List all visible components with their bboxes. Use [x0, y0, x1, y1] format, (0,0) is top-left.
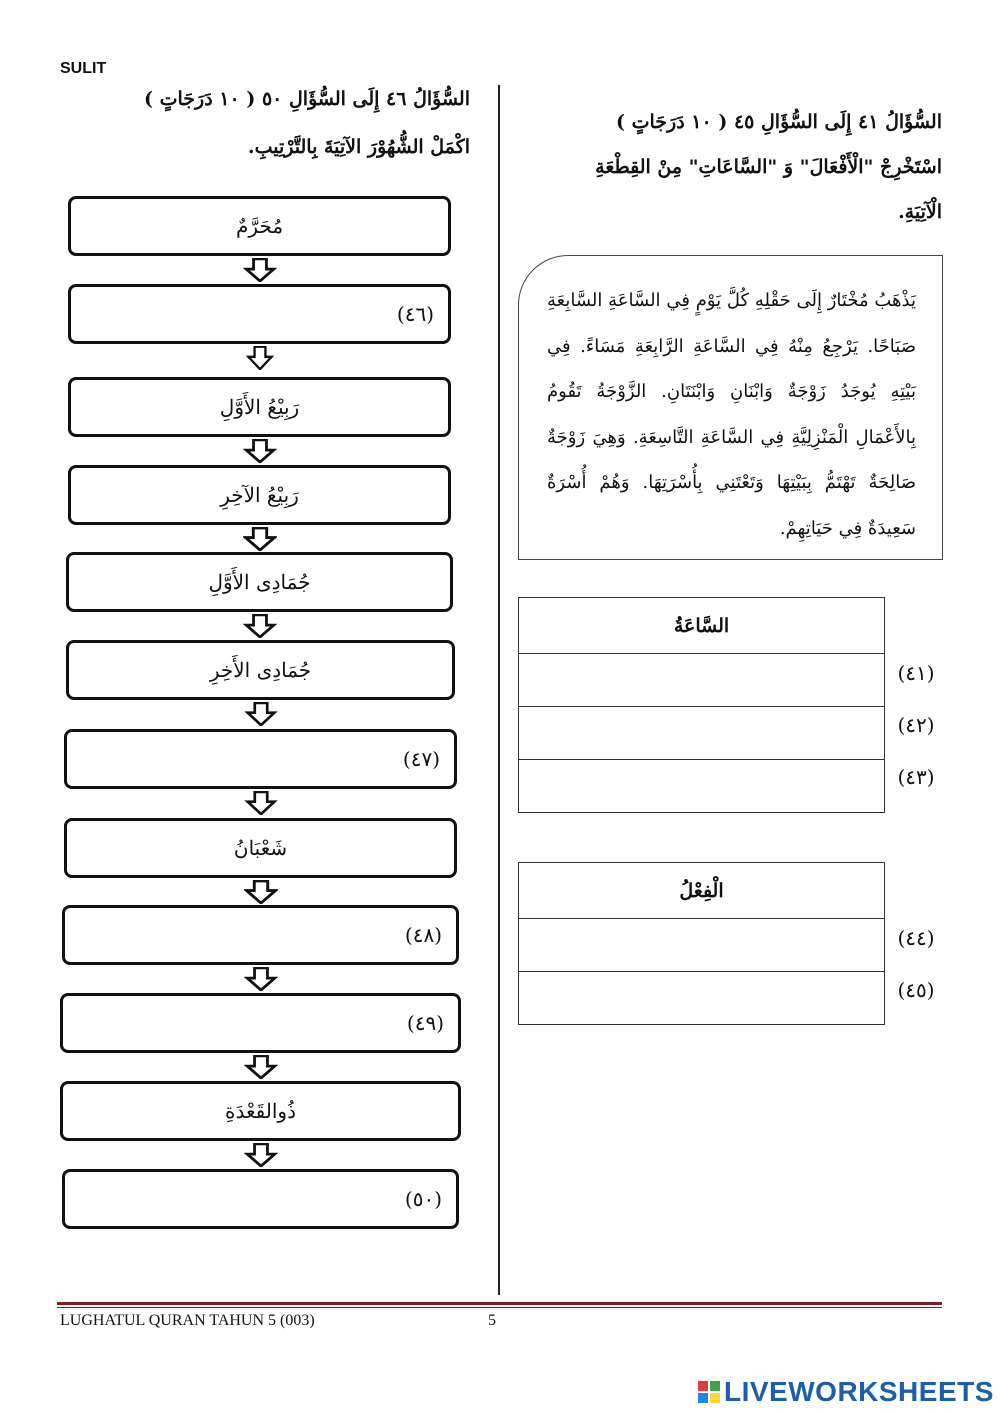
flow-box[interactable] [60, 993, 461, 1053]
flow-question-number: (٤٦) [396, 302, 434, 326]
verb-table [518, 862, 885, 1025]
verb-answer-45[interactable] [519, 972, 884, 1024]
flow-month-label: رَبِيْعُ الآخِرِ [220, 483, 299, 507]
flow-box [68, 196, 451, 256]
verb-table-header: الْفِعْلُ [519, 863, 884, 919]
liveworksheets-brand[interactable] [698, 1377, 994, 1407]
question-label-43: (٤٣) [897, 765, 935, 789]
flow-box[interactable] [62, 1169, 459, 1229]
hour-answer-42[interactable] [519, 707, 884, 760]
hour-table [518, 597, 885, 813]
reading-passage-box [518, 255, 943, 560]
down-arrow-icon [244, 1055, 278, 1079]
right-title-line1: السُّؤَالُ ٤١ إِلَى السُّؤَالِ ٤٥ ( ١٠ دَرَجَاتٍ ) [616, 111, 942, 133]
left-title-line2: اكْمَلْ الشُّهُوْرَ الآتِيَةَ بِالتَّرْتِيبِ. [247, 136, 470, 158]
flow-month-label: رَبِيْعُ الأَوَّلِ [219, 395, 300, 419]
right-title-line3: الْآتِيَةِ. [898, 201, 942, 223]
question-label-44: (٤٤) [897, 926, 935, 950]
down-arrow-icon [243, 614, 277, 638]
hour-answer-43[interactable] [519, 760, 884, 812]
left-title-line1: السُّؤَالُ ٤٦ إِلَى السُّؤَالِ ٥٠ ( ١٠ دَرَجَاتٍ ) [144, 88, 470, 110]
page-number: 5 [488, 1312, 496, 1329]
reading-passage: يَذْهَبُ مُخْتَارٌ إِلَى حَقْلِهِ كُلَّ يَوْمٍ فِي السَّاعَةِ السَّابِعَةِ صَبَاحًا. يَرْجِعُ مِنْهُ فِي السَّاعَةِ الرَّابِعَةِ مَسَاءً. فِي بَيْتِهِ يُوجَدُ زَوْجَةٌ وَابْنَانِ وَابْنَتَانِ. الزَّوْجَةُ تَقُومُ بِالأَعْمَالِ الْمَنْزِلِيَّةِ فِي السَّاعَةِ التَّاسِعَةِ. وَهِيَ زَوْجَةٌ صَالِحَةٌ تَهْتَمُّ بِبَيْتِهَا وَتَعْتَنِي بِأُسْرَتِهَا. وَهُمْ أُسْرَةٌ سَعِيدَةٌ فِي حَيَاتِهِمْ. [547, 290, 916, 539]
flow-question-number: (٥٠) [404, 1187, 442, 1211]
verb-answer-44[interactable] [519, 919, 884, 972]
right-title-line2: اسْتَخْرِجْ "الْأَفْعَالَ" وَ "السَّاعَاتِ" مِنْ القِطْعَةِ [595, 156, 942, 178]
sulit-label: SULIT [60, 60, 107, 77]
flow-box[interactable] [62, 905, 459, 965]
flow-month-label: شَعْبَانُ [233, 836, 288, 860]
down-arrow-icon [243, 527, 277, 551]
flow-box [68, 377, 451, 437]
flow-box [66, 552, 453, 612]
down-arrow-icon [244, 880, 278, 904]
brand-text: LIVEWORKSHEETS [724, 1376, 994, 1407]
down-arrow-icon [244, 1143, 278, 1167]
column-divider [498, 85, 500, 1295]
flow-month-label: جُمَادِى الأَخِرِ [209, 658, 312, 682]
flow-box [64, 818, 457, 878]
question-label-41: (٤١) [897, 661, 935, 685]
down-arrow-icon [244, 967, 278, 991]
hour-answer-41[interactable] [519, 654, 884, 707]
flow-box[interactable] [64, 729, 457, 789]
flow-box [66, 640, 455, 700]
flow-question-number: (٤٩) [406, 1011, 444, 1035]
hour-table-header: السَّاعَةُ [519, 598, 884, 654]
flow-month-label: جُمَادِى الأَوَّلِ [208, 570, 311, 594]
flow-month-label: مُحَرَّمٌ [235, 214, 284, 238]
down-arrow-icon [244, 702, 278, 726]
flow-month-label: ذُوالقَعْدَةِ [225, 1099, 296, 1123]
footer-rule-thin [57, 1307, 942, 1308]
down-arrow-icon [244, 791, 278, 815]
question-label-42: (٤٢) [897, 713, 935, 737]
flow-box[interactable] [68, 284, 451, 344]
down-arrow-icon [243, 258, 277, 282]
down-arrow-icon [243, 439, 277, 463]
flow-box [68, 465, 451, 525]
flow-question-number: (٤٧) [402, 747, 440, 771]
liveworksheets-logo-icon [698, 1381, 720, 1403]
down-arrow-icon [243, 346, 277, 370]
footer-title: LUGHATUL QURAN TAHUN 5 (003) [60, 1312, 315, 1329]
flow-question-number: (٤٨) [404, 923, 442, 947]
question-label-45: (٤٥) [897, 978, 935, 1002]
footer-rule [57, 1302, 942, 1305]
flow-box [60, 1081, 461, 1141]
